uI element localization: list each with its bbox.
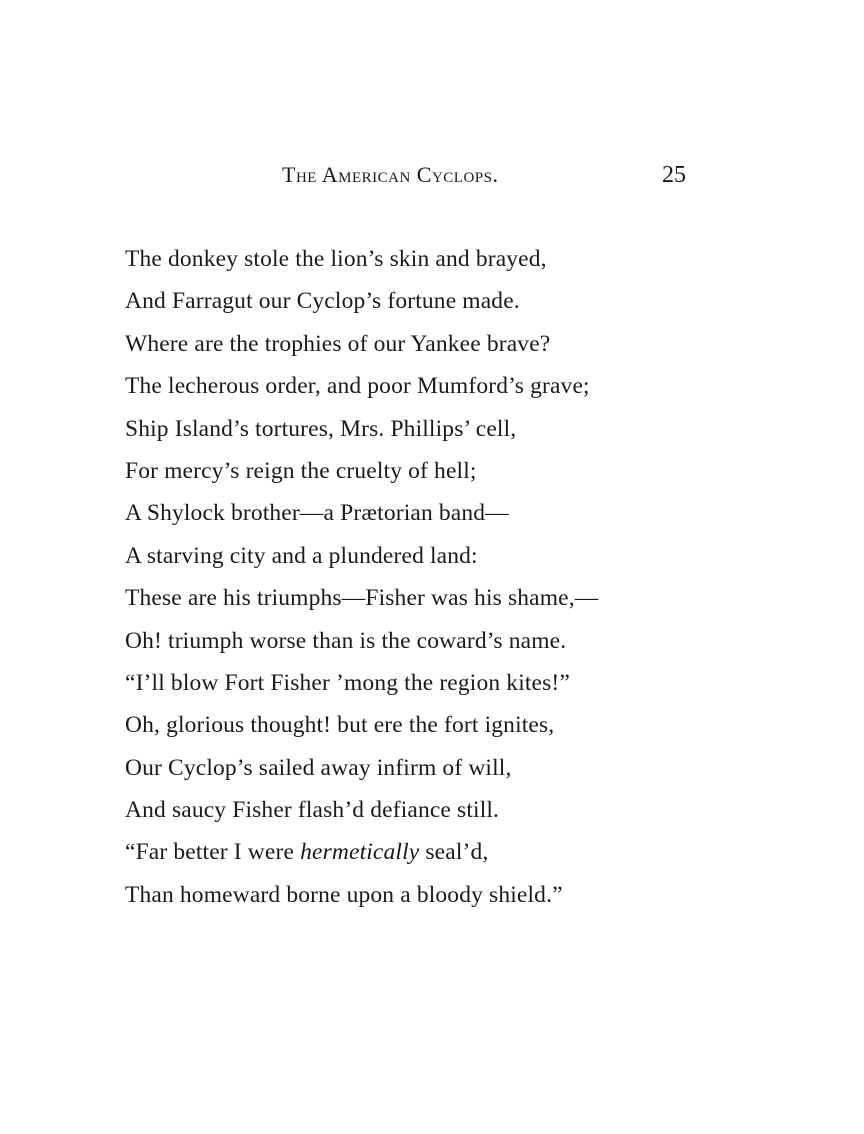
- poem-line: Our Cyclop’s sailed away infirm of will,: [125, 754, 512, 781]
- poem-line: And saucy Fisher flash’d defiance still.: [125, 797, 500, 824]
- page-number: 25: [662, 162, 686, 188]
- poem-line: Oh, glorious thought! but ere the fort ignites,: [125, 712, 555, 739]
- line-text-after: seal’d,: [419, 839, 489, 866]
- poem-line: “I’ll blow Fort Fisher ’mong the region kites!”: [125, 669, 570, 696]
- poem-line: A starving city and a plundered land:: [125, 542, 478, 569]
- poem-line-with-italic: [125, 831, 765, 873]
- line-text-before: “Far better I were: [125, 839, 301, 866]
- poem-line: Ship Island’s tortures, Mrs. Phillips’ cell,: [125, 415, 517, 442]
- poem-line: Where are the trophies of our Yankee brave?: [125, 330, 551, 357]
- running-head: [0, 158, 864, 192]
- poem-line: For mercy’s reign the cruelty of hell;: [125, 457, 477, 484]
- poem-line: These are his triumphs—Fisher was his shame,—: [125, 585, 599, 612]
- poem-line: Oh! triumph worse than is the coward’s name.: [125, 627, 567, 654]
- poem-line: The donkey stole the lion’s skin and brayed,: [125, 246, 547, 272]
- running-title: The American Cyclops.: [282, 162, 499, 187]
- italic-word: hermetically: [300, 839, 420, 866]
- poem-line: Than homeward borne upon a bloody shield.”: [125, 881, 563, 908]
- poem-body: [125, 238, 765, 916]
- poem-line: The lecherous order, and poor Mumford’s grave;: [125, 373, 590, 400]
- poem-line: A Shylock brother—a Prætorian band—: [125, 500, 509, 527]
- poem-line: And Farragut our Cyclop’s fortune made.: [125, 288, 520, 315]
